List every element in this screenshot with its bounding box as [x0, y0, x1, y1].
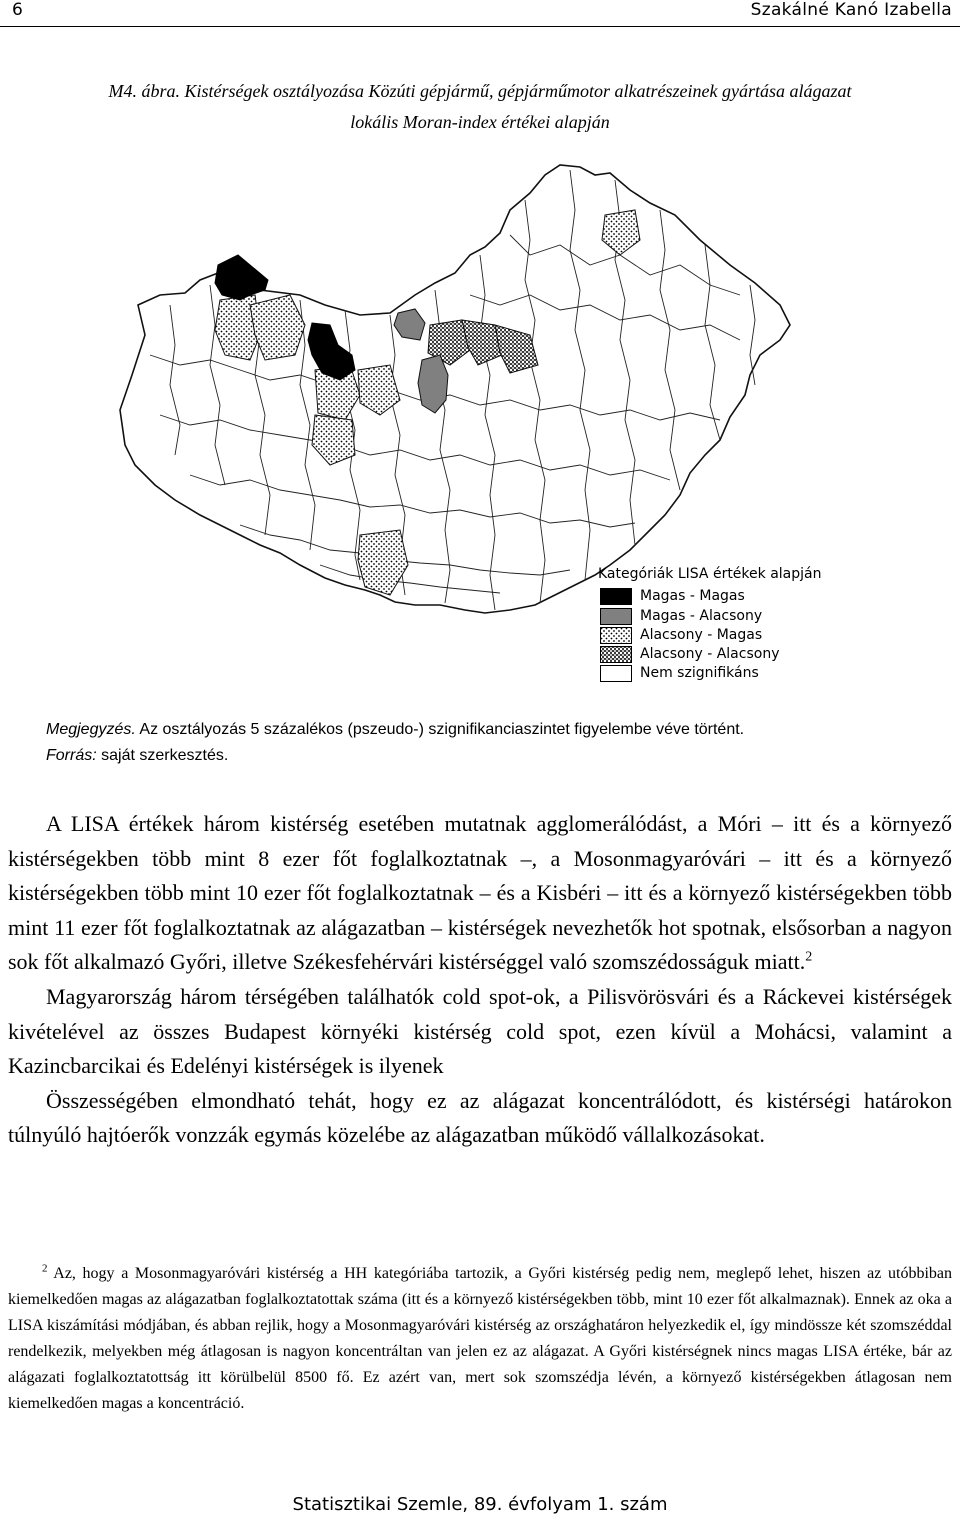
footnote-ref[interactable]: 2 [805, 950, 813, 966]
legend-title: Kategóriák LISA értékek alapján [598, 566, 822, 582]
note-text: Az osztályozás 5 százalékos (pszeudo-) szignifikanciaszintet figyelembe véve történt. [139, 721, 745, 738]
figure-source [46, 746, 228, 766]
running-head: Szakálné Kanó Izabella [750, 0, 952, 20]
figure-note [46, 720, 744, 740]
body-text [8, 807, 952, 1153]
paragraph-1 [8, 807, 952, 980]
legend-label: Nem szignifikáns [640, 665, 759, 681]
legend-swatch-dense-dots [600, 646, 632, 663]
legend-swatch-gray [600, 608, 632, 625]
paragraph-1-text: A LISA értékek három kistérség esetében mutatnak agglomerálódást, a Móri – itt és a környező kistérségekben több mint 8 ezer főt foglalkoztatnak –, a Mosonmagyaróvári – itt és a környező kistérségekben több mint 10 ezer főt foglalkoztatnak – és a Kisbéri – itt és a környező kistérségekben több mint 11 ezer főt foglalkoztatnak az alágazatban – kistérségek nevezhetők hot spotnak, elsősorban a nagyon sok főt alkalmazó Győri, illetve Székesfehérvári kistérséggel való szomszédosságuk miatt. [8, 811, 952, 975]
paragraph-3: Összességében elmondható tehát, hogy ez az alágazat koncentrálódott, és kistérségi határokon túlnyúló hajtóerők vonzzák egymás közelébe az alágazatban működő vállalkozásokat. [8, 1087, 952, 1148]
source-text: saját szerkesztés. [101, 747, 229, 764]
note-label: Megjegyzés. [46, 721, 136, 738]
legend-label: Alacsony - Magas [640, 627, 763, 643]
legend-swatch-white [600, 665, 632, 682]
legend-swatch-black [600, 588, 632, 605]
footnote-text: Az, hogy a Mosonmagyaróvári kistérség a HH kategóriába tartozik, a Győri kistérség pedig nem, meglepő lehet, hiszen az utóbbiban kiemelkedően magas az alágazatban foglalkoztatottak száma (itt és a környező kistérségekben több, mint 10 ezer főt alkalmaznak). Ennek az oka a LISA kiszámítási módjában, és abban rejlik, hogy a Mosonmagyaróvári kistérség az országhatáron helyezkedik el, így mindössze két szomszéddal rendelkezik, melyekben még átlagosan is nagyon koncentráltan van jelen ez az alágazat. A Győri kistérségnek nincs magas LISA értéke, bár az alágazati foglalkoztatottság itt körülbelül 8500 fő. Ez azért van, mert sok szomszédja lévén, a környező kistérségekben átlagosan nem kiemelkedően magas a koncentráció. [8, 1265, 953, 1412]
legend-swatch-sparse-dots [600, 627, 632, 644]
legend-label: Alacsony - Alacsony [640, 646, 780, 662]
page-number: 6 [12, 0, 23, 20]
figure-label: M4. ábra. [108, 81, 181, 101]
caption-line-2: lokális Moran-index értékei alapján [350, 112, 610, 132]
page-header [0, 0, 960, 27]
page-footer: Statisztikai Szemle, 89. évfolyam 1. szám [292, 1494, 668, 1515]
source-label: Forrás: [46, 747, 97, 764]
footnote-number: 2 [42, 1262, 48, 1275]
caption-line-1: Kistérségek osztályozása Közúti gépjármű, gépjárműmotor alkatrészeinek gyártása alágazat [184, 81, 852, 101]
legend-label: Magas - Alacsony [640, 608, 763, 624]
footnote [8, 1261, 952, 1417]
legend-label: Magas - Magas [640, 588, 745, 604]
figure-caption [30, 76, 930, 138]
paragraph-2: Magyarország három térségében találhatók cold spot-ok, a Pilisvörösvári és a Ráckevei kistérségek kivételével az összes Budapest környéki kistérség cold spot, ezen kívül a Mohácsi, valamint a Kazincbarcikai és Edelényi kistérségek is ilyenek [8, 983, 952, 1079]
country-outline [120, 165, 790, 613]
